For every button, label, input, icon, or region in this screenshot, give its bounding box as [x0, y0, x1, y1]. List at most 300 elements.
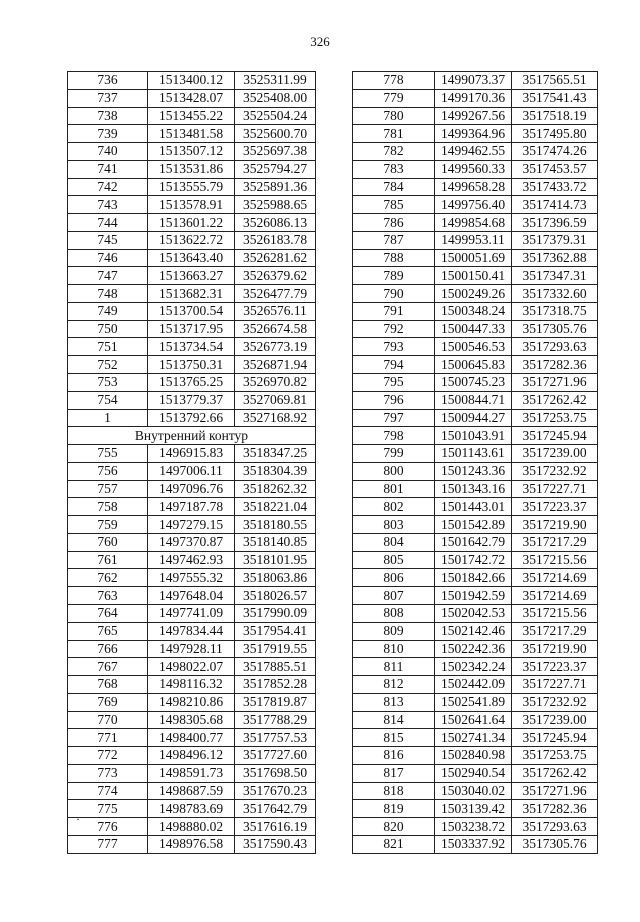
table-row — [353, 107, 598, 125]
y-coordinate: 3525988.65 — [235, 196, 316, 214]
table-row — [68, 604, 316, 622]
x-coordinate: 1498880.02 — [148, 818, 235, 836]
table-row — [353, 214, 598, 232]
y-coordinate: 3517318.75 — [512, 302, 598, 320]
table-row — [68, 285, 316, 303]
table-row — [68, 711, 316, 729]
table-row — [353, 320, 598, 338]
y-coordinate: 3526183.78 — [235, 231, 316, 249]
point-number: 786 — [353, 214, 435, 232]
y-coordinate: 3526970.82 — [235, 374, 316, 392]
point-number: 767 — [68, 658, 148, 676]
point-number: 815 — [353, 729, 435, 747]
y-coordinate: 3517282.36 — [512, 356, 598, 374]
x-coordinate: 1502541.89 — [435, 693, 512, 711]
y-coordinate: 3517219.90 — [512, 516, 598, 534]
y-coordinate: 3517698.50 — [235, 764, 316, 782]
table-row — [68, 480, 316, 498]
x-coordinate: 1502442.09 — [435, 676, 512, 694]
y-coordinate: 3525697.38 — [235, 143, 316, 161]
table-row — [353, 160, 598, 178]
point-number: 794 — [353, 356, 435, 374]
point-number: 778 — [353, 72, 435, 90]
y-coordinate: 3518026.57 — [235, 587, 316, 605]
x-coordinate: 1502641.64 — [435, 711, 512, 729]
y-coordinate: 3525504.24 — [235, 107, 316, 125]
point-number: 776 — [68, 818, 148, 836]
point-number: 812 — [353, 676, 435, 694]
x-coordinate: 1498591.73 — [148, 764, 235, 782]
point-number: 758 — [68, 498, 148, 516]
y-coordinate: 3517819.87 — [235, 693, 316, 711]
table-row — [68, 498, 316, 516]
point-number: 800 — [353, 462, 435, 480]
point-number: 799 — [353, 445, 435, 463]
point-number: 805 — [353, 551, 435, 569]
y-coordinate: 3517262.42 — [512, 391, 598, 409]
table-row — [353, 72, 598, 90]
table-row — [68, 196, 316, 214]
point-number: 821 — [353, 835, 435, 853]
point-number: 755 — [68, 445, 148, 463]
point-number: 804 — [353, 533, 435, 551]
table-row — [353, 516, 598, 534]
y-coordinate: 3517232.92 — [512, 693, 598, 711]
y-coordinate: 3517990.09 — [235, 604, 316, 622]
x-coordinate: 1513601.22 — [148, 214, 235, 232]
point-number: 779 — [353, 89, 435, 107]
point-number: 770 — [68, 711, 148, 729]
x-coordinate: 1500150.41 — [435, 267, 512, 285]
x-coordinate: 1499267.56 — [435, 107, 512, 125]
x-coordinate: 1501043.91 — [435, 427, 512, 445]
point-number: 740 — [68, 143, 148, 161]
y-coordinate: 3517214.69 — [512, 587, 598, 605]
y-coordinate: 3517379.31 — [512, 231, 598, 249]
x-coordinate: 1497741.09 — [148, 604, 235, 622]
table-row — [68, 338, 316, 356]
x-coordinate: 1513507.12 — [148, 143, 235, 161]
point-number: 803 — [353, 516, 435, 534]
point-number: 773 — [68, 764, 148, 782]
y-coordinate: 3517757.53 — [235, 729, 316, 747]
y-coordinate: 3517232.92 — [512, 462, 598, 480]
table-row — [68, 409, 316, 427]
point-number: 802 — [353, 498, 435, 516]
x-coordinate: 1513779.37 — [148, 391, 235, 409]
x-coordinate: 1501742.72 — [435, 551, 512, 569]
y-coordinate: 3518262.32 — [235, 480, 316, 498]
y-coordinate: 3517396.59 — [512, 214, 598, 232]
point-number: 766 — [68, 640, 148, 658]
x-coordinate: 1499560.33 — [435, 160, 512, 178]
table-row — [68, 729, 316, 747]
point-number: 817 — [353, 764, 435, 782]
x-coordinate: 1500249.26 — [435, 285, 512, 303]
point-number: 757 — [68, 480, 148, 498]
point-number: 801 — [353, 480, 435, 498]
table-row — [353, 622, 598, 640]
table-row — [68, 818, 316, 836]
table-row — [353, 267, 598, 285]
y-coordinate: 3517245.94 — [512, 729, 598, 747]
y-coordinate: 3517885.51 — [235, 658, 316, 676]
x-coordinate: 1498687.59 — [148, 782, 235, 800]
y-coordinate: 3518180.55 — [235, 516, 316, 534]
table-row — [353, 729, 598, 747]
section-label: Внутренний контур — [68, 427, 316, 445]
table-row — [353, 231, 598, 249]
y-coordinate: 3517414.73 — [512, 196, 598, 214]
point-number: 768 — [68, 676, 148, 694]
table-row — [353, 835, 598, 853]
point-number: 765 — [68, 622, 148, 640]
y-coordinate: 3517919.55 — [235, 640, 316, 658]
x-coordinate: 1513622.72 — [148, 231, 235, 249]
x-coordinate: 1499462.55 — [435, 143, 512, 161]
y-coordinate: 3517565.51 — [512, 72, 598, 90]
table-row — [68, 72, 316, 90]
table-row — [353, 409, 598, 427]
point-number: 737 — [68, 89, 148, 107]
y-coordinate: 3525600.70 — [235, 125, 316, 143]
point-number: 756 — [68, 462, 148, 480]
point-number: 742 — [68, 178, 148, 196]
x-coordinate: 1499364.96 — [435, 125, 512, 143]
table-row — [353, 462, 598, 480]
table-row — [68, 800, 316, 818]
x-coordinate: 1501343.16 — [435, 480, 512, 498]
table-row — [353, 693, 598, 711]
point-number: 792 — [353, 320, 435, 338]
x-coordinate: 1499658.28 — [435, 178, 512, 196]
table-row — [353, 249, 598, 267]
x-coordinate: 1502840.98 — [435, 747, 512, 765]
x-coordinate: 1500348.24 — [435, 302, 512, 320]
x-coordinate: 1503040.02 — [435, 782, 512, 800]
point-number: 782 — [353, 143, 435, 161]
x-coordinate: 1498305.68 — [148, 711, 235, 729]
point-number: 746 — [68, 249, 148, 267]
y-coordinate: 3517727.60 — [235, 747, 316, 765]
y-coordinate: 3517227.71 — [512, 480, 598, 498]
point-number: 743 — [68, 196, 148, 214]
x-coordinate: 1502342.24 — [435, 658, 512, 676]
x-coordinate: 1513481.58 — [148, 125, 235, 143]
y-coordinate: 3517954.41 — [235, 622, 316, 640]
point-number: 738 — [68, 107, 148, 125]
x-coordinate: 1498783.69 — [148, 800, 235, 818]
table-row — [68, 835, 316, 853]
y-coordinate: 3518140.85 — [235, 533, 316, 551]
point-number: 741 — [68, 160, 148, 178]
table-row — [68, 658, 316, 676]
point-number: 761 — [68, 551, 148, 569]
point-number: 818 — [353, 782, 435, 800]
point-number: 783 — [353, 160, 435, 178]
x-coordinate: 1500944.27 — [435, 409, 512, 427]
x-coordinate: 1497279.15 — [148, 516, 235, 534]
table-row — [353, 818, 598, 836]
y-coordinate: 3517227.71 — [512, 676, 598, 694]
point-number: 736 — [68, 72, 148, 90]
x-coordinate: 1497928.11 — [148, 640, 235, 658]
x-coordinate: 1501842.66 — [435, 569, 512, 587]
point-number: 820 — [353, 818, 435, 836]
y-coordinate: 3517670.23 — [235, 782, 316, 800]
point-number: 781 — [353, 125, 435, 143]
table-row — [353, 782, 598, 800]
point-number: 790 — [353, 285, 435, 303]
point-number: 791 — [353, 302, 435, 320]
y-coordinate: 3517495.80 — [512, 125, 598, 143]
x-coordinate: 1498022.07 — [148, 658, 235, 676]
y-coordinate: 3517223.37 — [512, 658, 598, 676]
x-coordinate: 1513400.12 — [148, 72, 235, 90]
x-coordinate: 1500546.53 — [435, 338, 512, 356]
x-coordinate: 1513663.27 — [148, 267, 235, 285]
x-coordinate: 1500844.71 — [435, 391, 512, 409]
table-row — [68, 676, 316, 694]
point-number: 750 — [68, 320, 148, 338]
table-row — [68, 178, 316, 196]
x-coordinate: 1501942.59 — [435, 587, 512, 605]
point-number: 780 — [353, 107, 435, 125]
y-coordinate: 3525408.00 — [235, 89, 316, 107]
x-coordinate: 1497370.87 — [148, 533, 235, 551]
y-coordinate: 3517282.36 — [512, 800, 598, 818]
y-coordinate: 3526674.58 — [235, 320, 316, 338]
table-row — [353, 604, 598, 622]
y-coordinate: 3517262.42 — [512, 764, 598, 782]
point-number: 762 — [68, 569, 148, 587]
point-number: 787 — [353, 231, 435, 249]
x-coordinate: 1500645.83 — [435, 356, 512, 374]
table-row — [68, 569, 316, 587]
point-number: 748 — [68, 285, 148, 303]
point-number: 774 — [68, 782, 148, 800]
point-number: 814 — [353, 711, 435, 729]
table-row — [68, 89, 316, 107]
x-coordinate: 1497187.78 — [148, 498, 235, 516]
point-number: 777 — [68, 835, 148, 853]
y-coordinate: 3517223.37 — [512, 498, 598, 516]
point-number: 806 — [353, 569, 435, 587]
x-coordinate: 1498976.58 — [148, 835, 235, 853]
x-coordinate: 1497096.76 — [148, 480, 235, 498]
point-number: 775 — [68, 800, 148, 818]
table-row — [68, 302, 316, 320]
table-row — [68, 143, 316, 161]
x-coordinate: 1513578.91 — [148, 196, 235, 214]
table-row — [353, 551, 598, 569]
y-coordinate: 3517215.56 — [512, 604, 598, 622]
x-coordinate: 1513428.07 — [148, 89, 235, 107]
table-row — [353, 658, 598, 676]
y-coordinate: 3525311.99 — [235, 72, 316, 90]
x-coordinate: 1513717.95 — [148, 320, 235, 338]
y-coordinate: 3517239.00 — [512, 711, 598, 729]
point-number: 760 — [68, 533, 148, 551]
point-number: 747 — [68, 267, 148, 285]
table-row — [353, 533, 598, 551]
point-number: 796 — [353, 391, 435, 409]
point-number: 793 — [353, 338, 435, 356]
x-coordinate: 1513734.54 — [148, 338, 235, 356]
table-row — [353, 587, 598, 605]
y-coordinate: 3517474.26 — [512, 143, 598, 161]
y-coordinate: 3518101.95 — [235, 551, 316, 569]
table-row — [68, 462, 316, 480]
x-coordinate: 1513792.66 — [148, 409, 235, 427]
table-row — [68, 640, 316, 658]
y-coordinate: 3525794.27 — [235, 160, 316, 178]
point-number: 1 — [68, 409, 148, 427]
y-coordinate: 3517590.43 — [235, 835, 316, 853]
section-header-row — [68, 427, 316, 445]
y-coordinate: 3517253.75 — [512, 409, 598, 427]
y-coordinate: 3527069.81 — [235, 391, 316, 409]
y-coordinate: 3517215.56 — [512, 551, 598, 569]
x-coordinate: 1498400.77 — [148, 729, 235, 747]
table-row — [68, 374, 316, 392]
table-row — [353, 764, 598, 782]
x-coordinate: 1499854.68 — [435, 214, 512, 232]
x-coordinate: 1502940.54 — [435, 764, 512, 782]
table-row — [68, 533, 316, 551]
y-coordinate: 3526773.19 — [235, 338, 316, 356]
table-row — [353, 302, 598, 320]
x-coordinate: 1497006.11 — [148, 462, 235, 480]
y-coordinate: 3526379.62 — [235, 267, 316, 285]
table-row — [353, 178, 598, 196]
y-coordinate: 3526281.62 — [235, 249, 316, 267]
x-coordinate: 1502142.46 — [435, 622, 512, 640]
table-row — [353, 285, 598, 303]
x-coordinate: 1513682.31 — [148, 285, 235, 303]
table-row — [353, 445, 598, 463]
point-number: 798 — [353, 427, 435, 445]
y-coordinate: 3517305.76 — [512, 835, 598, 853]
table-row — [353, 196, 598, 214]
x-coordinate: 1503337.92 — [435, 835, 512, 853]
x-coordinate: 1497648.04 — [148, 587, 235, 605]
y-coordinate: 3527168.92 — [235, 409, 316, 427]
point-number: 785 — [353, 196, 435, 214]
point-number: 753 — [68, 374, 148, 392]
table-row — [353, 711, 598, 729]
point-number: 819 — [353, 800, 435, 818]
point-number: 752 — [68, 356, 148, 374]
x-coordinate: 1503238.72 — [435, 818, 512, 836]
y-coordinate: 3517214.69 — [512, 569, 598, 587]
y-coordinate: 3517518.19 — [512, 107, 598, 125]
x-coordinate: 1503139.42 — [435, 800, 512, 818]
table-row — [353, 480, 598, 498]
x-coordinate: 1501542.89 — [435, 516, 512, 534]
point-number: 810 — [353, 640, 435, 658]
x-coordinate: 1500051.69 — [435, 249, 512, 267]
x-coordinate: 1513643.40 — [148, 249, 235, 267]
y-coordinate: 3517788.29 — [235, 711, 316, 729]
x-coordinate: 1499953.11 — [435, 231, 512, 249]
y-coordinate: 3518347.25 — [235, 445, 316, 463]
y-coordinate: 3517239.00 — [512, 445, 598, 463]
y-coordinate: 3517245.94 — [512, 427, 598, 445]
table-row — [68, 764, 316, 782]
x-coordinate: 1499073.37 — [435, 72, 512, 90]
x-coordinate: 1501243.36 — [435, 462, 512, 480]
point-number: 744 — [68, 214, 148, 232]
y-coordinate: 3517332.60 — [512, 285, 598, 303]
point-number: 772 — [68, 747, 148, 765]
x-coordinate: 1513555.79 — [148, 178, 235, 196]
y-coordinate: 3517271.96 — [512, 782, 598, 800]
y-coordinate: 3517642.79 — [235, 800, 316, 818]
x-coordinate: 1499170.36 — [435, 89, 512, 107]
table-row — [353, 143, 598, 161]
table-row — [353, 747, 598, 765]
y-coordinate: 3526477.79 — [235, 285, 316, 303]
y-coordinate: 3517852.28 — [235, 676, 316, 694]
point-number: 813 — [353, 693, 435, 711]
table-row — [353, 800, 598, 818]
table-row — [68, 747, 316, 765]
table-row — [353, 498, 598, 516]
table-row — [68, 249, 316, 267]
table-row — [68, 551, 316, 569]
point-number: 759 — [68, 516, 148, 534]
point-number: 811 — [353, 658, 435, 676]
x-coordinate: 1513700.54 — [148, 302, 235, 320]
point-number: 771 — [68, 729, 148, 747]
y-coordinate: 3525891.36 — [235, 178, 316, 196]
x-coordinate: 1502242.36 — [435, 640, 512, 658]
y-coordinate: 3517293.63 — [512, 818, 598, 836]
y-coordinate: 3517253.75 — [512, 747, 598, 765]
left-coordinates-table — [67, 71, 316, 854]
x-coordinate: 1498116.32 — [148, 676, 235, 694]
right-coordinates-table — [352, 71, 598, 854]
point-number: 754 — [68, 391, 148, 409]
table-row — [68, 782, 316, 800]
table-row — [68, 214, 316, 232]
point-number: 816 — [353, 747, 435, 765]
y-coordinate: 3518221.04 — [235, 498, 316, 516]
y-coordinate: 3517433.72 — [512, 178, 598, 196]
table-row — [68, 356, 316, 374]
point-number: 763 — [68, 587, 148, 605]
table-row — [68, 622, 316, 640]
x-coordinate: 1513765.25 — [148, 374, 235, 392]
x-coordinate: 1497555.32 — [148, 569, 235, 587]
y-coordinate: 3517347.31 — [512, 267, 598, 285]
table-row — [68, 320, 316, 338]
x-coordinate: 1500447.33 — [435, 320, 512, 338]
table-row — [68, 445, 316, 463]
point-number: 795 — [353, 374, 435, 392]
x-coordinate: 1498496.12 — [148, 747, 235, 765]
point-number: 809 — [353, 622, 435, 640]
y-coordinate: 3517616.19 — [235, 818, 316, 836]
table-row — [353, 391, 598, 409]
table-row — [68, 516, 316, 534]
point-number: 807 — [353, 587, 435, 605]
table-row — [68, 231, 316, 249]
y-coordinate: 3526576.11 — [235, 302, 316, 320]
point-number: 749 — [68, 302, 148, 320]
table-row — [68, 587, 316, 605]
